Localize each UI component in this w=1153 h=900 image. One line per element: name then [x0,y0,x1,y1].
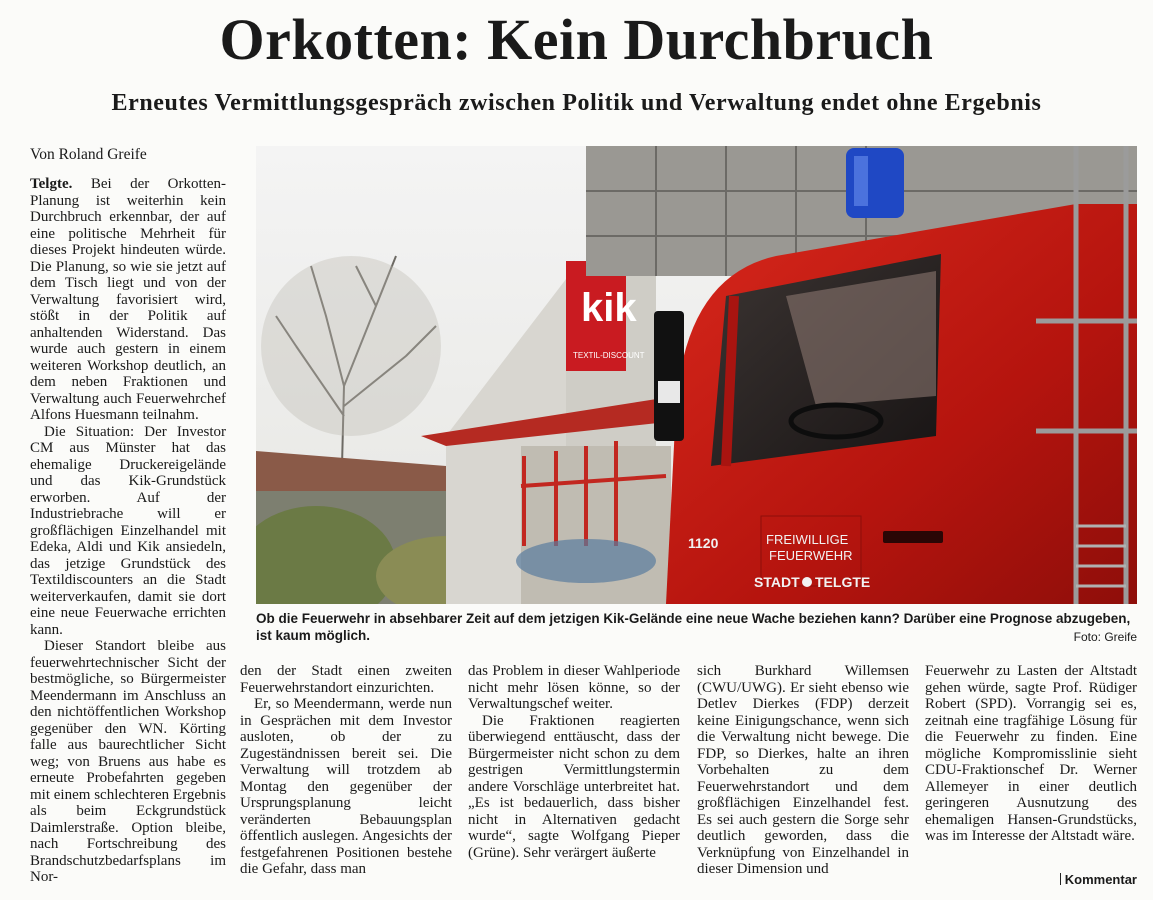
paragraph: Dieser Standort bleibe aus feuerwehrtechnischer Sicht der bestmögliche, so Bürgermeister Meendermann im Anschluss an den nichtöffentlichen Workshop gegenüber den WN. Körting falle aus baurechtlicher Sicht weg; von Bruens aus habe es erneute Probefahrten gegeben mit einem schlechteren Ergebnis als beim Eckgrundstück Daimlerstraße. Option bleibe, nach Fortschreibung des Brandschutzbedarfsplans im Nor- [30,638,226,885]
svg-text:TELGTE: TELGTE [815,574,871,590]
headline: Orkotten: Kein Durchbruch [219,7,934,72]
fire-truck-photo [256,146,1137,604]
byline: Von Roland Greife [30,146,147,163]
truck-number: 1120 [688,535,719,551]
store-sign: kik [581,286,637,330]
paragraph: den der Stadt einen zweiten Feuerwehrstandort einzurichten. [240,663,452,696]
article-column-4 [697,663,909,878]
dateline: Telgte. [30,176,73,192]
article-column-2 [240,663,452,878]
svg-text:FEUERWEHR: FEUERWEHR [769,548,853,563]
paragraph: sich Burkhard Willemsen (CWU/UWG). Er sieht ebenso wie Detlev Dierkes (FDP) derzeit keine Einigungschance, wenn sich die Verwaltung nicht bewege. Die FDP, so Dierkes, halte an ihren Vorbehalten zu dem Feuerwehrstandort und dem großflächigen Einzelhandel fest. Es sei auch gestern die Sorge sehr deutlich geworden, dass die Verknüpfung von Einzelhandel in dieser Dimension und [697,663,909,877]
article-column-1 [30,176,226,886]
svg-text:FREIWILLIGE: FREIWILLIGE [766,532,849,547]
paragraph: Die Situation: Der Investor CM aus Münster hat das ehemalige Druckereigelände und das Kik-Grundstück erworben. Auf der Industriebrache will er großflächigen Einzelhandel mit Edeka, Aldi und Kik ansiedeln, das jetzige Grundstück des Textildiscounters an die Stadt weiterverkaufen, damit sie dort eine neue Feuerwache errichten kann. [30,423,226,638]
paragraph: Telgte. Bei der Orkotten-Planung ist weiterhin kein Durchbruch erkennbar, der auf eine politische Mehrheit für dieses Projekt hindeuten würde. Die Planung, so wie sie jetzt auf dem Tisch liegt und von der Verwaltung favorisiert wird, stößt in der Politik auf anhaltenden Widerstand. Das wurde auch gestern in einem weiteren Workshop deutlich, an dem neben Fraktionen und Verwaltung auch Feuerwehrchef Alfons Huesmann teilnahm. [30,176,226,423]
paragraph: das Problem in dieser Wahlperiode nicht mehr lösen könne, so der Verwaltungschef weiter. [468,663,680,712]
photo-caption: Ob die Feuerwehr in absehbarer Zeit auf dem jetzigen Kik-Gelände eine neue Wache beziehen kann? Darüber eine Prognose abzugeben, ist kaum möglich. [256,611,1131,643]
photo-credit: Foto: Greife [1073,630,1137,644]
paragraph: Feuerwehr zu Lasten der Altstadt gehen würde, sagte Prof. Rüdiger Robert (SPD). Vorrangig sei es, zeitnah eine tragfähige Lösung für die Feuerwehr zu finden. Eine mögliche Kompromisslinie sieht CDU-Fraktionschef Dr. Werner Allemeyer in einer deutlich geringeren Ausnutzung des ehemaligen Hansen-Grundstücks, was im Interesse der Altstadt wäre. [925,663,1137,844]
paragraph: Die Fraktionen reagierten überwiegend enttäuscht, dass der Bürgermeister nicht schon zu dem gestrigen Vermittlungstermin andere Vorschläge unterbreitet hat. „Es ist bedauerlich, dass bisher nicht in Alternativen gedacht wurde“, sagte Wolfgang Pieper (Grüne). Sehr verärgert äußerte [468,712,680,861]
article-column-5 [925,663,1137,845]
subheadline: Erneutes Vermittlungsgespräch zwischen Politik und Verwaltung endet ohne Ergebnis [111,90,1042,116]
store-sign-small: TEXTIL-DISCOUNT [573,351,645,360]
article-column-3 [468,663,680,861]
kommentar-reference: Kommentar [1060,872,1137,887]
svg-text:STADT: STADT [754,574,800,590]
paragraph: Er, so Meendermann, werde nun in Gesprächen mit dem Investor ausloten, ob der zu Zugeständnissen bereit sei. Die Verwaltung will trotzdem ab Montag den gegenüber der Ursprungsplanung leicht veränderten Bebauungsplan öffentlich auslegen. Angesichts der festgefahrenen Positionen bestehe die Gefahr, dass man [240,696,452,877]
